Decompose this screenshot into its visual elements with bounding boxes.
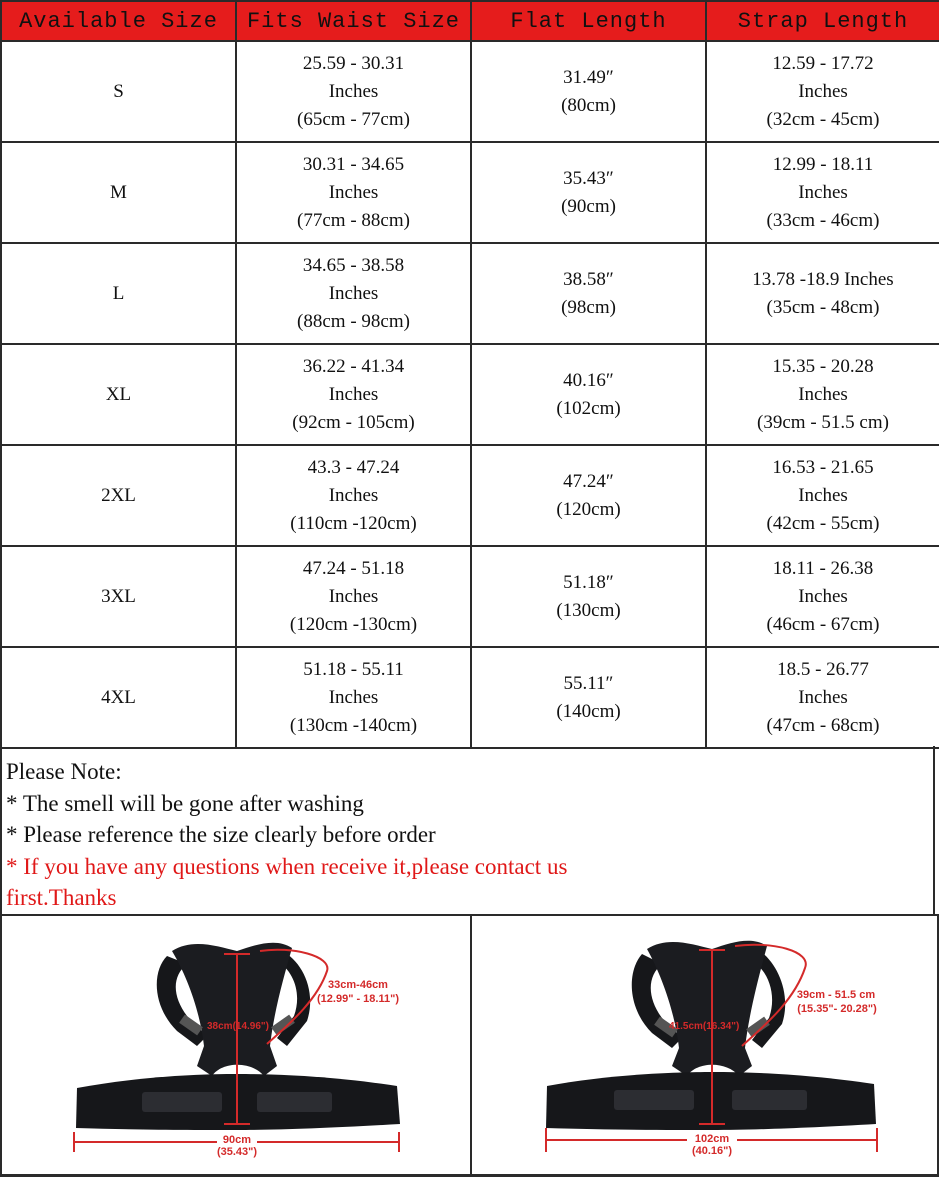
cell-flat-length-line: 35.43″ xyxy=(563,167,614,189)
cell-strap-length-line: Inches xyxy=(798,383,848,405)
note-item: * Please reference the size clearly before order xyxy=(6,822,436,847)
cell-strap-length-line: 12.59 - 17.72 xyxy=(772,52,874,74)
table-row xyxy=(1,546,939,647)
cell-strap-length xyxy=(706,647,939,748)
cell-strap-length-line: 16.53 - 21.65 xyxy=(772,456,874,478)
cell-waist-line: Inches xyxy=(328,80,379,102)
cell-strap-length-line: Inches xyxy=(798,585,848,607)
header-fits-waist-size: Fits Waist Size xyxy=(236,1,471,41)
size-label: 4XL xyxy=(101,686,136,708)
cell-waist-line: Inches xyxy=(328,181,379,203)
header-flat-length: Flat Length xyxy=(471,1,706,41)
cell-strap-length xyxy=(706,142,939,243)
cell-strap-length-line: 18.11 - 26.38 xyxy=(772,557,874,579)
size-label: XL xyxy=(105,383,132,405)
belt-length-in-label: (40.16") xyxy=(691,1145,733,1157)
cell-flat-length-line: 55.11″ xyxy=(563,672,614,694)
cell-flat-length xyxy=(471,344,706,445)
product-images-row xyxy=(0,914,939,1177)
header-available-size: Available Size xyxy=(1,1,236,41)
cell-flat-length-line: 51.18″ xyxy=(563,571,614,593)
strap-length-in-label: (12.99" - 18.11") xyxy=(317,993,399,1005)
note-item-highlight: first.Thanks xyxy=(6,885,117,910)
note-item-highlight: * If you have any questions when receive it,please contact us xyxy=(6,853,568,879)
cell-strap-length-line: Inches xyxy=(798,686,848,708)
cell-waist-line: 47.24 - 51.18 xyxy=(302,557,405,579)
cell-waist-line: (110cm -120cm) xyxy=(290,512,417,534)
table-row xyxy=(1,647,939,748)
cell-flat-length xyxy=(471,445,706,546)
cell-strap-length-line: 13.78 -18.9 Inches xyxy=(752,268,894,290)
cell-size xyxy=(1,546,236,647)
cell-flat-length-line: 38.58″ xyxy=(563,268,614,290)
header-strap-length: Strap Length xyxy=(706,1,939,41)
note-item: * The smell will be gone after washing xyxy=(6,790,364,816)
cell-strap-length-line: (35cm - 48cm) xyxy=(766,296,880,318)
cell-strap-length-line: (47cm - 68cm) xyxy=(766,714,880,736)
cell-flat-length xyxy=(471,243,706,344)
cell-flat-length-line: 47.24″ xyxy=(563,470,614,492)
cell-waist xyxy=(236,41,471,142)
cell-strap-length xyxy=(706,445,939,546)
back-length-label: 41.5cm(16.34") xyxy=(669,1021,740,1032)
cell-flat-length-line: (102cm) xyxy=(556,397,621,419)
cell-strap-length-line: Inches xyxy=(798,181,848,203)
cell-strap-length-line: 12.99 - 18.11 xyxy=(772,153,874,175)
cell-strap-length xyxy=(706,344,939,445)
cell-flat-length-line: (98cm) xyxy=(561,296,616,318)
cell-waist xyxy=(236,445,471,546)
size-label: M xyxy=(110,181,127,203)
cell-strap-length xyxy=(706,243,939,344)
cell-waist xyxy=(236,546,471,647)
cell-waist-line: Inches xyxy=(328,282,379,304)
product-image-small xyxy=(0,916,470,1174)
product-image-large xyxy=(470,916,939,1174)
cell-flat-length xyxy=(471,647,706,748)
cell-flat-length-line: (140cm) xyxy=(556,700,621,722)
cell-waist-line: (120cm -130cm) xyxy=(289,613,418,635)
strap-length-cm-label: 33cm-46cm xyxy=(328,979,388,991)
cell-waist-line: Inches xyxy=(328,383,379,405)
cell-strap-length-line: (39cm - 51.5 cm) xyxy=(757,411,889,433)
cell-waist-line: (77cm - 88cm) xyxy=(297,209,410,231)
cell-flat-length-line: (130cm) xyxy=(556,599,621,621)
cell-waist xyxy=(236,142,471,243)
table-header-row xyxy=(1,1,939,41)
cell-size xyxy=(1,142,236,243)
cell-waist-line: 43.3 - 47.24 xyxy=(307,456,400,478)
table-row xyxy=(1,445,939,546)
cell-waist xyxy=(236,243,471,344)
cell-strap-length-line: Inches xyxy=(798,80,848,102)
cell-flat-length xyxy=(471,41,706,142)
cell-waist-line: (130cm -140cm) xyxy=(289,714,418,736)
cell-waist-line: (65cm - 77cm) xyxy=(297,108,410,130)
belt-length-cm-label: 102cm xyxy=(694,1133,730,1145)
cell-waist-line: 36.22 - 41.34 xyxy=(302,355,405,377)
cell-strap-length xyxy=(706,546,939,647)
cell-waist-line: (92cm - 105cm) xyxy=(292,411,415,433)
cell-flat-length-line: (90cm) xyxy=(561,195,616,217)
cell-size xyxy=(1,647,236,748)
cell-strap-length-line: (32cm - 45cm) xyxy=(766,108,880,130)
cell-waist xyxy=(236,647,471,748)
size-label: 2XL xyxy=(101,484,136,506)
cell-flat-length xyxy=(471,142,706,243)
cell-waist-line: 30.31 - 34.65 xyxy=(302,153,405,175)
cell-strap-length-line: (46cm - 67cm) xyxy=(766,613,880,635)
cell-flat-length-line: (120cm) xyxy=(556,498,621,520)
table-row xyxy=(1,243,939,344)
cell-strap-length-line: 18.5 - 26.77 xyxy=(777,658,869,680)
cell-flat-length-line: 31.49″ xyxy=(563,66,614,88)
cell-waist-line: 51.18 - 55.11 xyxy=(303,658,404,680)
cell-waist-line: 25.59 - 30.31 xyxy=(302,52,405,74)
belt-length-in-label: (35.43") xyxy=(216,1146,258,1158)
cell-flat-length-line: (80cm) xyxy=(561,94,616,116)
cell-waist-line: 34.65 - 38.58 xyxy=(302,254,405,276)
cell-size xyxy=(1,41,236,142)
strap-length-cm-label: 39cm - 51.5 cm xyxy=(796,989,876,1001)
size-label: L xyxy=(112,282,125,304)
cell-size xyxy=(1,243,236,344)
cell-strap-length-line: Inches xyxy=(798,484,848,506)
cell-waist xyxy=(236,344,471,445)
cell-waist-line: Inches xyxy=(328,686,379,708)
cell-waist-line: Inches xyxy=(328,585,379,607)
table-row xyxy=(1,142,939,243)
cell-size xyxy=(1,445,236,546)
back-length-label: 38cm(14.96") xyxy=(207,1021,270,1032)
cell-waist-line: Inches xyxy=(328,484,379,506)
notes-section xyxy=(0,746,935,914)
size-table-body xyxy=(1,41,939,748)
cell-waist-line: (88cm - 98cm) xyxy=(297,310,410,332)
cell-size xyxy=(1,344,236,445)
cell-flat-length-line: 40.16″ xyxy=(563,369,614,391)
size-label: 3XL xyxy=(101,585,136,607)
cell-strap-length-line: (33cm - 46cm) xyxy=(766,209,880,231)
cell-strap-length-line: 15.35 - 20.28 xyxy=(772,355,874,377)
cell-strap-length-line: (42cm - 55cm) xyxy=(766,512,880,534)
table-row xyxy=(1,344,939,445)
cell-strap-length xyxy=(706,41,939,142)
cell-flat-length xyxy=(471,546,706,647)
strap-length-in-label: (15.35"- 20.28") xyxy=(797,1003,877,1015)
notes-title: Please Note: xyxy=(6,759,122,784)
belt-length-cm-label: 90cm xyxy=(222,1134,252,1146)
table-row xyxy=(1,41,939,142)
size-label: S xyxy=(113,80,124,102)
